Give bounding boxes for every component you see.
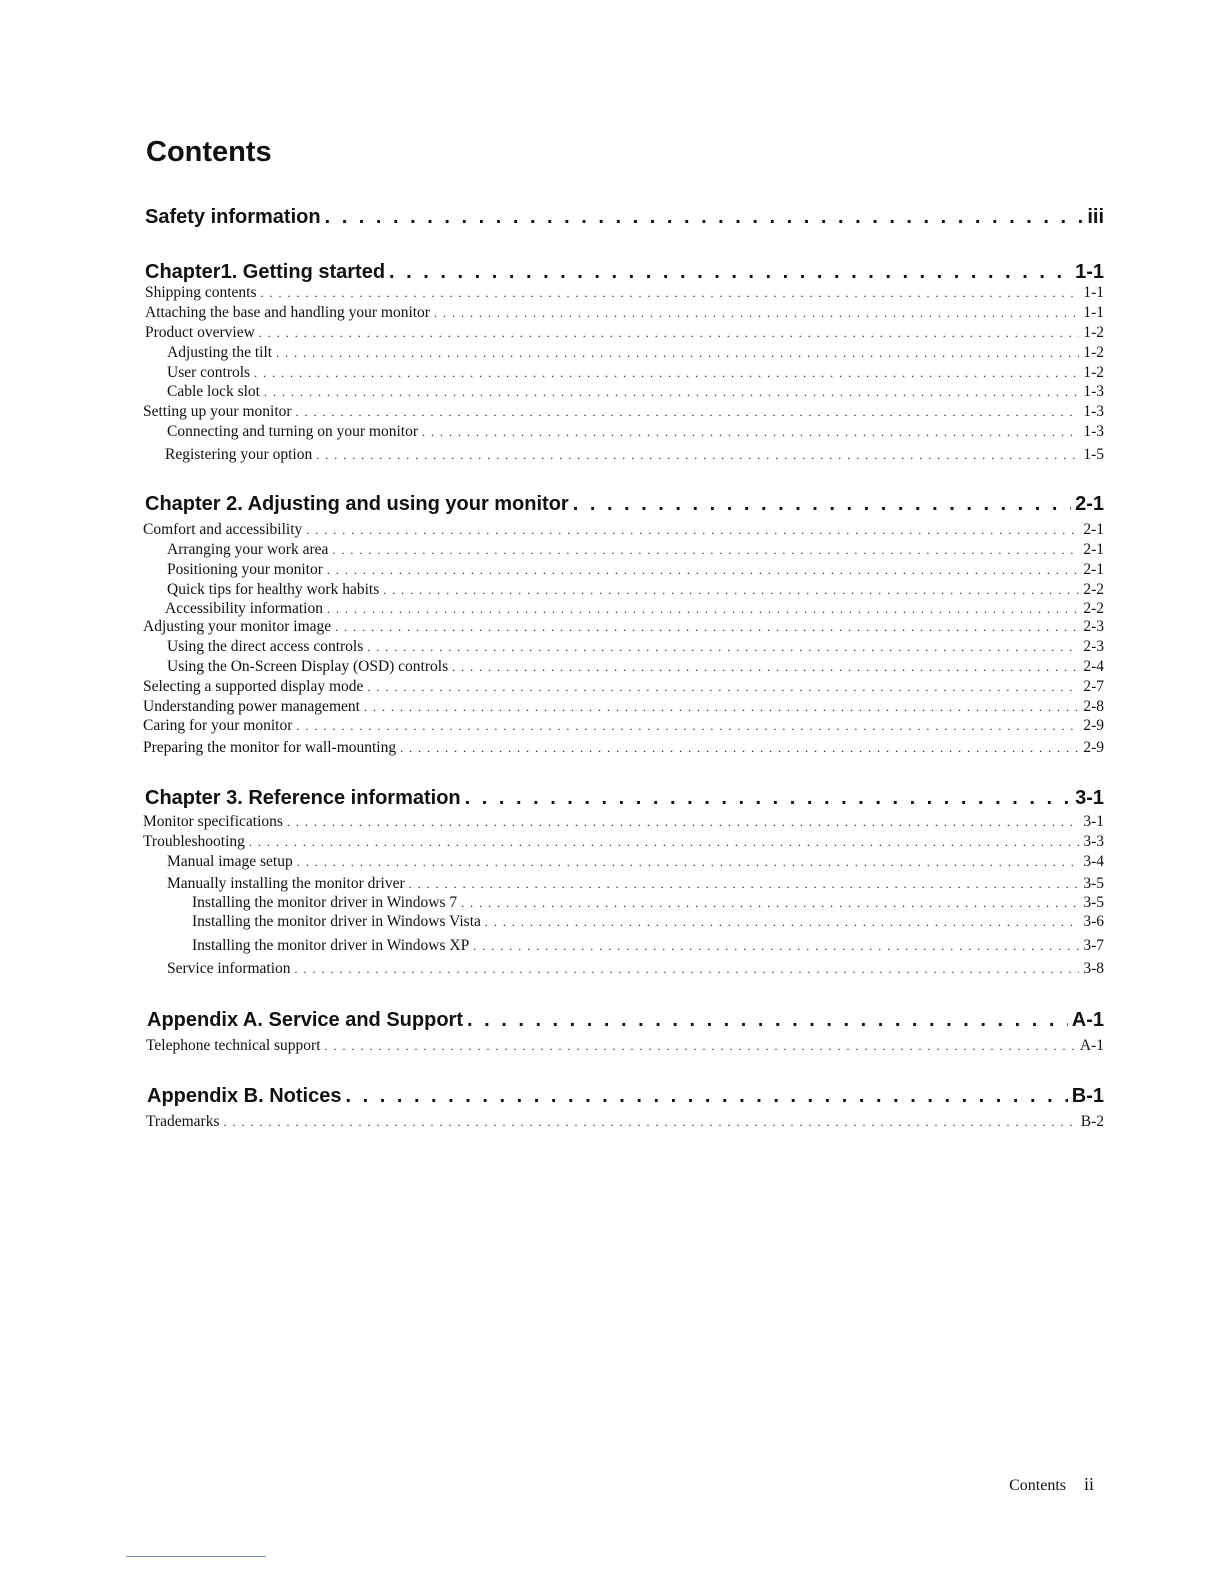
toc-entry-label: Setting up your monitor xyxy=(143,403,292,420)
toc-entry-label: Adjusting the tilt xyxy=(167,344,273,361)
toc-page-number: 3-5 xyxy=(1083,875,1104,892)
toc-entry-label: Selecting a supported display mode xyxy=(143,678,364,695)
toc-page-number: 2-2 xyxy=(1083,581,1104,598)
toc-entry-label: Connecting and turning on your monitor xyxy=(167,423,418,440)
toc-entry-label: Positioning your monitor xyxy=(167,561,323,578)
toc-entry[interactable] xyxy=(143,739,1104,757)
toc-chapter-label: Chapter1. Getting started xyxy=(145,261,386,283)
toc-page-number: 3-4 xyxy=(1083,853,1104,870)
toc-entry[interactable] xyxy=(167,581,1104,599)
dot-leader xyxy=(473,939,1079,954)
dot-leader xyxy=(261,286,1080,301)
toc-entry-label: Understanding power management xyxy=(143,698,360,715)
dot-leader xyxy=(276,346,1079,361)
toc-entry-label: Attaching the base and handling your monitor xyxy=(145,304,430,321)
toc-page-number: 1-3 xyxy=(1083,383,1104,400)
toc-entry[interactable] xyxy=(143,521,1104,539)
dot-leader xyxy=(306,523,1079,538)
dot-leader xyxy=(367,680,1079,695)
dot-leader xyxy=(422,425,1079,440)
toc-page-number: 2-1 xyxy=(1083,541,1104,558)
toc-entry[interactable] xyxy=(143,678,1104,696)
dot-leader xyxy=(383,583,1079,598)
toc-page-number: 2-9 xyxy=(1083,717,1104,734)
toc-chapter-2[interactable] xyxy=(145,493,1104,516)
toc-entry-label: Arranging your work area xyxy=(167,541,329,558)
dot-leader xyxy=(467,1009,1068,1032)
toc-entry-label: Monitor specifications xyxy=(143,813,283,830)
toc-appendix-a[interactable] xyxy=(147,1009,1104,1032)
toc-entry[interactable] xyxy=(167,853,1104,871)
toc-entry[interactable] xyxy=(145,304,1104,322)
toc-entry[interactable] xyxy=(146,1113,1104,1131)
toc-chapter-label: Appendix A. Service and Support xyxy=(147,1009,463,1031)
dot-leader xyxy=(296,719,1079,734)
dot-leader xyxy=(332,543,1079,558)
toc-entry[interactable] xyxy=(146,1037,1104,1055)
toc-entry[interactable] xyxy=(167,541,1104,559)
dot-leader xyxy=(316,448,1079,463)
toc-page-number: 3-1 xyxy=(1083,813,1104,830)
page-footer xyxy=(1009,1474,1094,1495)
toc-page-number: 3-3 xyxy=(1083,833,1104,850)
toc-entry[interactable] xyxy=(167,423,1104,441)
toc-entry-label: Shipping contents xyxy=(145,284,257,301)
toc-entry[interactable] xyxy=(145,284,1104,302)
toc-entry-label: Manually installing the monitor driver xyxy=(167,875,405,892)
toc-entry[interactable] xyxy=(143,813,1104,831)
toc-page-number: 3-6 xyxy=(1083,913,1104,930)
toc-entry[interactable] xyxy=(167,364,1104,382)
toc-entry[interactable] xyxy=(165,446,1104,464)
dot-leader xyxy=(249,835,1079,850)
dot-leader xyxy=(485,915,1079,930)
dot-leader xyxy=(325,206,1084,229)
dot-leader xyxy=(327,602,1079,617)
toc-entry-label: Installing the monitor driver in Windows 7 xyxy=(192,894,458,911)
dot-leader xyxy=(335,620,1079,635)
toc-entry-label: Troubleshooting xyxy=(143,833,245,850)
toc-entry-label: Product overview xyxy=(145,324,255,341)
toc-entry-label: User controls xyxy=(167,364,251,381)
toc-entry-label: Caring for your monitor xyxy=(143,717,293,734)
toc-page-number: 1-2 xyxy=(1083,324,1104,341)
toc-chapter-label: Appendix B. Notices xyxy=(147,1085,342,1107)
toc-entry[interactable] xyxy=(192,913,1104,931)
footer-page-number: ii xyxy=(1083,1474,1094,1494)
toc-page-number: 1-1 xyxy=(1083,284,1104,301)
toc-entry[interactable] xyxy=(167,383,1104,401)
toc-page-number: 2-2 xyxy=(1083,600,1104,617)
toc-appendix-b[interactable] xyxy=(147,1085,1104,1108)
toc-page-number: 3-1 xyxy=(1075,787,1104,809)
toc-page-number: 2-1 xyxy=(1083,521,1104,538)
toc-entry-label: Accessibility information xyxy=(165,600,323,617)
toc-entry[interactable] xyxy=(167,658,1104,676)
toc-page-number: 1-3 xyxy=(1083,403,1104,420)
dot-leader xyxy=(287,815,1079,830)
toc-entry-label: Safety information xyxy=(145,206,321,228)
footer-label: Contents xyxy=(1009,1477,1066,1494)
toc-entry[interactable] xyxy=(167,638,1104,656)
toc-page-number: iii xyxy=(1087,206,1104,228)
toc-entry[interactable] xyxy=(167,344,1104,362)
toc-page-number: A-1 xyxy=(1079,1037,1104,1054)
toc-page-number: 3-7 xyxy=(1083,937,1104,954)
toc-entry-label: Telephone technical support xyxy=(146,1037,321,1054)
toc-entry-label: Using the direct access controls xyxy=(167,638,364,655)
dot-leader xyxy=(367,640,1079,655)
dot-leader xyxy=(295,962,1080,977)
toc-entry-label: Adjusting your monitor image xyxy=(143,618,332,635)
page-title: Contents xyxy=(146,136,272,168)
toc-page-number: 2-8 xyxy=(1083,698,1104,715)
toc-page-number: 1-2 xyxy=(1083,344,1104,361)
toc-entry[interactable] xyxy=(143,403,1104,421)
toc-entry[interactable] xyxy=(143,698,1104,716)
toc-chapter-1[interactable] xyxy=(145,261,1104,284)
toc-entry-label: Trademarks xyxy=(146,1113,220,1130)
toc-entry[interactable] xyxy=(143,618,1104,636)
toc-entry-label: Installing the monitor driver in Windows XP xyxy=(192,937,470,954)
dot-leader xyxy=(434,306,1079,321)
toc-page-number: 2-7 xyxy=(1083,678,1104,695)
toc-chapter-label: Chapter 3. Reference information xyxy=(145,787,461,809)
toc-entry[interactable] xyxy=(167,875,1104,893)
toc-page-number: 3-5 xyxy=(1083,894,1104,911)
toc-page-number: 1-5 xyxy=(1083,446,1104,463)
toc-chapter-label: Chapter 2. Adjusting and using your monitor xyxy=(145,493,569,515)
toc-entry[interactable] xyxy=(167,561,1104,579)
toc-entry-safety-information[interactable] xyxy=(145,206,1104,229)
toc-entry[interactable] xyxy=(192,937,1104,955)
dot-leader xyxy=(409,877,1080,892)
dot-leader xyxy=(296,405,1080,420)
dot-leader xyxy=(223,1115,1076,1130)
dot-leader xyxy=(389,261,1071,284)
dot-leader xyxy=(400,741,1079,756)
toc-page-number: 2-3 xyxy=(1083,638,1104,655)
toc-page-number: 1-1 xyxy=(1075,261,1104,283)
toc-page-number: B-2 xyxy=(1080,1113,1104,1130)
dot-leader xyxy=(327,563,1079,578)
dot-leader xyxy=(461,896,1079,911)
toc-entry[interactable] xyxy=(192,894,1104,912)
dot-leader xyxy=(297,855,1080,870)
toc-page-number: 1-1 xyxy=(1083,304,1104,321)
dot-leader xyxy=(264,385,1079,400)
dot-leader xyxy=(465,787,1071,810)
toc-page-number: 2-1 xyxy=(1083,561,1104,578)
toc-page-number: 1-3 xyxy=(1083,423,1104,440)
dot-leader xyxy=(573,493,1071,516)
toc-entry-label: Installing the monitor driver in Windows Vista xyxy=(192,913,481,930)
toc-entry-label: Preparing the monitor for wall-mounting xyxy=(143,739,397,756)
toc-page-number: 2-3 xyxy=(1083,618,1104,635)
dot-leader xyxy=(259,326,1080,341)
dot-leader xyxy=(325,1039,1076,1054)
toc-chapter-3[interactable] xyxy=(145,787,1104,810)
toc-page-number: A-1 xyxy=(1071,1009,1104,1031)
toc-entry[interactable] xyxy=(145,324,1104,342)
toc-entry-label: Manual image setup xyxy=(167,853,293,870)
toc-entry-label: Quick tips for healthy work habits xyxy=(167,581,380,598)
toc-page-number: 1-2 xyxy=(1083,364,1104,381)
toc-entry-label: Comfort and accessibility xyxy=(143,521,303,538)
toc-entry-label: Cable lock slot xyxy=(167,383,260,400)
toc-entry-label: Service information xyxy=(167,960,291,977)
toc-entry-label: Registering your option xyxy=(165,446,313,463)
dot-leader xyxy=(254,366,1079,381)
toc-entry[interactable] xyxy=(143,717,1104,735)
toc-page-number: 2-1 xyxy=(1075,493,1104,515)
divider xyxy=(126,1556,266,1557)
dot-leader xyxy=(364,700,1079,715)
toc-page-number: 2-9 xyxy=(1083,739,1104,756)
toc-entry[interactable] xyxy=(143,833,1104,851)
toc-page-number: 2-4 xyxy=(1083,658,1104,675)
toc-page-number: B-1 xyxy=(1071,1085,1104,1107)
toc-entry-label: Using the On-Screen Display (OSD) controls xyxy=(167,658,449,675)
toc-entry[interactable] xyxy=(167,960,1104,978)
toc-entry[interactable] xyxy=(165,600,1104,618)
dot-leader xyxy=(345,1085,1067,1108)
toc-page-number: 3-8 xyxy=(1083,960,1104,977)
dot-leader xyxy=(452,660,1079,675)
